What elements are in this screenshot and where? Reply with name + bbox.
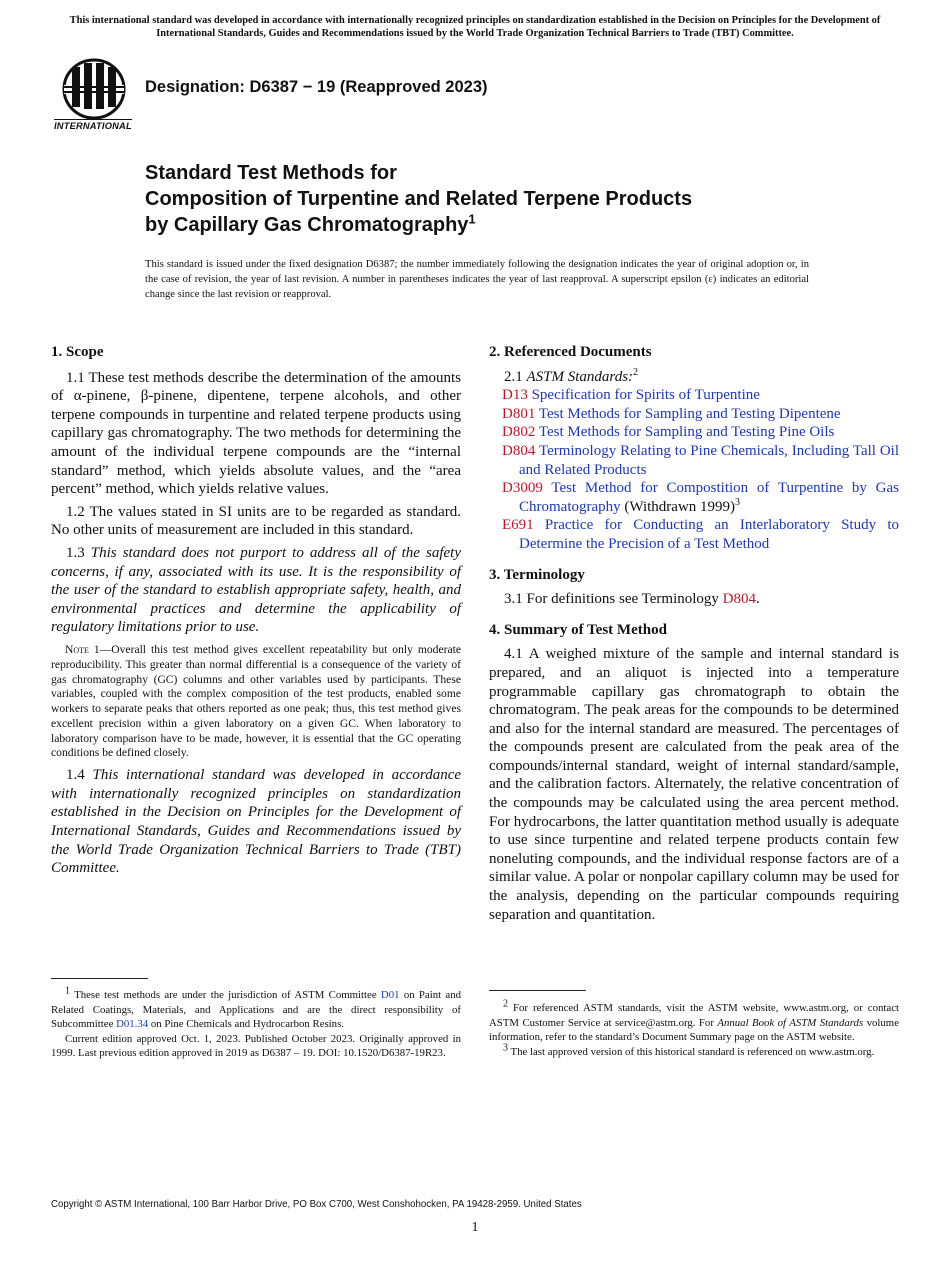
- reference-footnote-mark[interactable]: 3: [735, 496, 741, 508]
- section-1-2: 1.2 The values stated in SI units are to be regarded as standard. No other units of measurement are included in this standard.: [51, 503, 461, 539]
- title-line-2: Composition of Turpentine and Related Terpene Products: [145, 188, 693, 210]
- title-footnote-mark[interactable]: 1: [468, 211, 476, 227]
- issued-note: This standard is issued under the fixed designation D6387; the number immediately following the designation indicates the year of original adoption or, in the case of revision, the year of last revision. A number in parentheses indicates the year of last reapproval. A superscript epsilon (ε) indicates an editorial change since the last revision or reapproval.: [145, 259, 809, 300]
- reference-title-link[interactable]: Practice for Conducting an Interlaboratory Study to Determine the Precision of a Test Method: [519, 517, 899, 552]
- reference-item: [489, 479, 899, 516]
- terminology-heading: 3. Terminology: [489, 566, 585, 583]
- reference-item: [489, 423, 899, 442]
- section-2-1: [489, 368, 899, 387]
- footnote-2-text-a: For referenced ASTM standards, visit the ASTM website, www.astm.org, or contact ASTM Customer Service at service@astm.org. For: [489, 1002, 899, 1029]
- edition-note: Current edition approved Oct. 1, 2023. Published October 2023. Originally approved in 1999. Last previous edition approved in 2019 as D6387 – 19. DOI: 10.1520/D6387-19R23.: [51, 1032, 461, 1060]
- left-column: [51, 343, 461, 878]
- right-column: [489, 343, 899, 924]
- left-footnotes: [51, 985, 461, 1061]
- section-3-1-end: .: [756, 591, 760, 608]
- terminology-d804-link[interactable]: D804: [722, 591, 756, 608]
- reference-item: [489, 442, 899, 479]
- reference-item: [489, 386, 899, 405]
- reference-title-link[interactable]: Test Methods for Sampling and Testing Dipentene: [538, 405, 841, 422]
- section-1-4: [51, 766, 461, 878]
- footnote-1: [51, 985, 461, 1032]
- title-line-3: [145, 212, 692, 238]
- footnote-1-text-b: on Paint and Related Coatings, Materials, and Applications and are the direct responsibility of Subcommittee: [51, 989, 461, 1031]
- reference-code-link[interactable]: D3009: [502, 480, 543, 497]
- section-4-1: 4.1 A weighed mixture of the sample and internal standard is prepared, and an aliquot is injected into a temperature programmable capillary gas chromatograph to obtain the chromatogram. The peak areas for the compounds to be determined and also for the internal standard are measured. The percentages of the compounds present are calculated from the peak area of the compounds/internal standard, weight of internal standard/sample, and the calibration factors. Alternately, the relative concentration of the compounds may be calculated using the area percent method. For hydrocarbons, the latter quantitation method usually is adequate to use since turpentine and related terpene products contain few noneluting compounds, and the individual response factors are of a similar value. A polar or nonpolar capillary column may be used for the analysis, depending on the particular compounds requiring separation and quantitation.: [489, 646, 899, 923]
- footnote-2-mark: 2: [503, 998, 508, 1010]
- left-footnote-rule: [51, 978, 148, 979]
- designation: Designation: D6387 − 19 (Reapproved 2023): [145, 78, 488, 96]
- title-line-1: Standard Test Methods for: [145, 162, 397, 184]
- scope-heading: 1. Scope: [51, 344, 104, 360]
- reference-code-link[interactable]: E691: [502, 517, 534, 534]
- summary-heading: 4. Summary of Test Method: [489, 621, 667, 638]
- footnote-1-text-a: These test methods are under the jurisdiction of ASTM Committee: [74, 989, 377, 1001]
- page-number: 1: [471, 1220, 479, 1235]
- reference-list: [489, 386, 899, 553]
- footnote-2-ref[interactable]: 2: [633, 366, 639, 378]
- reference-code-link[interactable]: D801: [502, 405, 536, 422]
- section-3-1: [489, 590, 899, 609]
- reference-title-link[interactable]: Specification for Spirits of Turpentine: [531, 387, 760, 404]
- footnote-1-mark: 1: [65, 985, 70, 997]
- footnote-2: [489, 998, 899, 1045]
- reference-item: [489, 405, 899, 424]
- section-2-1-num: 2.1: [504, 368, 523, 385]
- committee-d01-link[interactable]: D01: [380, 989, 400, 1001]
- section-1-3-num: 1.3: [66, 544, 85, 561]
- section-1-3: [51, 544, 461, 637]
- right-footnote-rule: [489, 990, 586, 991]
- footnote-2-text-b: volume information, refer to the standard’s Document Summary page on the ASTM website.: [489, 1016, 899, 1044]
- reference-code-link[interactable]: D802: [502, 424, 536, 441]
- footnote-3-mark: 3: [503, 1042, 508, 1054]
- standardization-notice: This international standard was developed in accordance with internationally recognized principles on standardization established in the Decision on Principles for the Development of International Standards, Guides and Recommendations issued by the World Trade Organization Technical Barriers to Trade (TBT) Committee.: [69, 15, 881, 39]
- reference-title-link[interactable]: Terminology Relating to Pine Chemicals, Including Tall Oil and Related Products: [519, 442, 899, 478]
- copyright-line: Copyright © ASTM International, 100 Barr Harbor Drive, PO Box C700, West Conshohocken, PA 19428-2959. United States: [51, 1199, 582, 1210]
- astm-logo-subtext: INTERNATIONAL: [54, 121, 132, 131]
- section-1-4-text: This international standard was developed in accordance with internationally recognized principles on standardization established in the Decision on Principles for the Development of International Standards, Guides and Recommendations issued by the World Trade Organization Technical Barriers to Trade (TBT) Committee.: [51, 767, 462, 877]
- note-1-text: —Overall this test method gives excellent repeatability but only moderate reproducibility. This greater than normal differential is a consequence of the variety of gas chromatography (GC) columns and other variables used by participants. These variables, coupled with the complex composition of the test products, enabled some workers to separate peaks that others reported as one peak; thus, this test method gives excellent precision within a given laboratory on a given GC. When laboratory to laboratory comparison have to be made, however, it is essential that the GC operating conditions be defined closely.: [51, 642, 461, 760]
- reference-code-link[interactable]: D13: [502, 387, 528, 404]
- referenced-documents-heading: 2. Referenced Documents: [489, 344, 652, 360]
- section-3-1-text: 3.1 For definitions see Terminology: [504, 591, 719, 608]
- section-1-4-num: 1.4: [66, 767, 85, 784]
- note-1: [51, 643, 461, 761]
- astm-standards-label: ASTM Standards:: [526, 368, 634, 385]
- reference-title-link[interactable]: Test Method for Compostition of Turpentine by Gas Chromatography: [519, 480, 899, 515]
- subcommittee-d01-34-link[interactable]: D01.34: [116, 1018, 149, 1031]
- reference-title-link[interactable]: Test Methods for Sampling and Testing Pine Oils: [538, 424, 835, 441]
- reference-withdrawn-note: (Withdrawn 1999): [624, 498, 736, 515]
- footnote-1-text-c: on Pine Chemicals and Hydrocarbon Resins.: [150, 1018, 344, 1031]
- section-1-3-text: This standard does not purport to address all of the safety concerns, if any, associated with its use. It is the responsibility of the user of the standard to establish appropriate safety, health, and environmental practices and determine the applicability of regulatory limitations prior to use.: [51, 544, 461, 636]
- right-footnotes: [489, 998, 899, 1059]
- astm-logo: [52, 55, 136, 131]
- note-1-label: Note 1: [65, 642, 100, 656]
- reference-code-link[interactable]: D804: [502, 442, 536, 459]
- section-1-1: 1.1 These test methods describe the determination of the amounts of α-pinene, β-pinene, dipentene, terpene alcohols, and other terpene compounds in turpentine and related terpene products using capillary gas chromatography. The two methods for determining the amount of the individual terpene compounds are the “internal standard” method, which yields absolute values, and the “area percent” method, which yields relative values.: [51, 369, 461, 498]
- reference-item: [489, 516, 899, 553]
- footnote-2-italic: Annual Book of ASTM Standards: [717, 1016, 864, 1029]
- document-title: [145, 160, 692, 238]
- footnote-3-text: The last approved version of this historical standard is referenced on www.astm.org.: [510, 1045, 875, 1058]
- footnote-3: [489, 1042, 899, 1060]
- title-line-3-text: by Capillary Gas Chromatography: [145, 214, 469, 236]
